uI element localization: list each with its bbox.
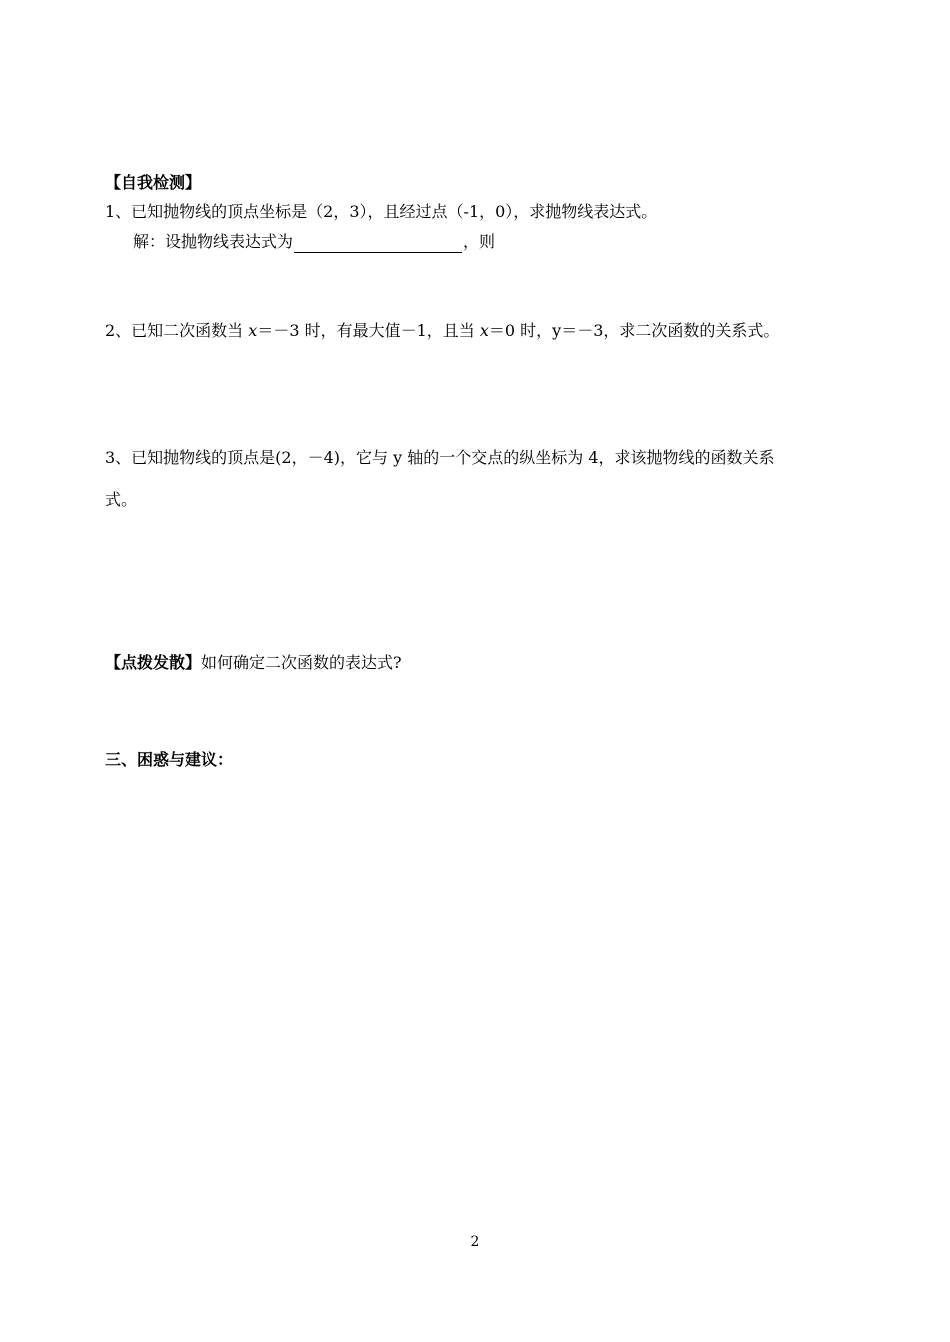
variable-x: x (248, 321, 258, 340)
solution-suffix: ，则 (463, 232, 496, 251)
question-1-solution (133, 231, 495, 253)
question-2-part3: ＝0 时，y＝－3，求二次函数的关系式。 (488, 321, 780, 340)
section-3-heading: 三、困惑与建议： (105, 750, 234, 769)
guidance-heading: 【点拨发散】 (105, 653, 202, 672)
page-number: 2 (470, 1234, 480, 1250)
guidance-section (105, 652, 402, 674)
question-1: 1、已知抛物线的顶点坐标是（2，3），且经过点（-1，0），求抛物线表达式。 (105, 202, 658, 221)
answer-blank[interactable] (294, 236, 462, 253)
question-3-line-1: 3、已知抛物线的顶点是(2，－4)，它与 y 轴的一个交点的纵坐标为 4，求该抛物线的函数关系 (105, 448, 775, 467)
question-2-part2: ＝－3 时，有最大值－1，且当 (257, 321, 480, 340)
question-2 (105, 320, 779, 342)
question-3-line-2: 式。 (105, 490, 138, 509)
variable-x: x (479, 321, 489, 340)
question-2-part1: 2、已知二次函数当 (105, 321, 249, 340)
guidance-text: 如何确定二次函数的表达式? (201, 653, 402, 672)
self-check-heading: 【自我检测】 (105, 173, 202, 192)
solution-prefix: 解：设抛物线表达式为 (133, 232, 294, 251)
